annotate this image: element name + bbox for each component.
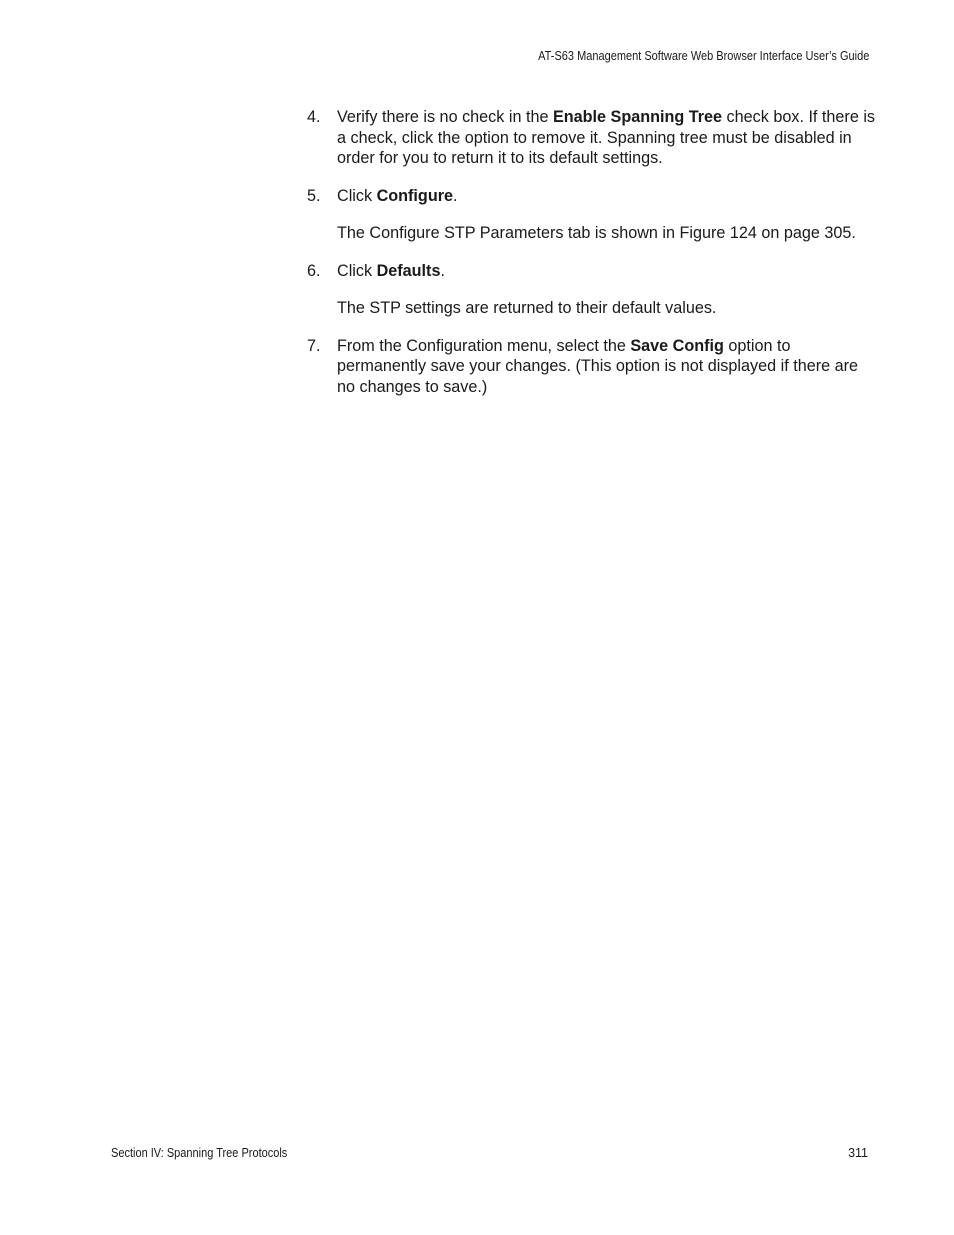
step-7 [307,336,877,398]
step-6 [307,261,877,282]
page-number: 311 [848,1146,868,1160]
step-number: 6. [307,261,321,280]
step-bold-term: Defaults [376,261,441,280]
step-text: Verify there is no check in the [337,108,553,126]
step-text: . [440,261,445,280]
step-number: 7. [307,336,321,355]
step-text: Click [337,186,377,205]
step-6-note: The STP settings are returned to their default values. [337,299,717,317]
step-number: 4. [307,108,321,126]
step-bold-term: Enable Spanning Tree [552,108,723,126]
step-bold-term: Configure [376,186,454,205]
step-text: From the Configuration menu, select the [337,336,631,355]
step-5-note: The Configure STP Parameters tab is shown in Figure 124 on page 305. [337,224,856,242]
step-bold-term: Save Config [630,336,724,355]
step-number: 5. [307,186,321,205]
step-text: option to permanently save your changes. (This option is not displayed if there are no changes to save.) [337,336,858,396]
step-5 [307,186,877,207]
running-header: AT-S63 Management Software Web Browser Interface User’s Guide [537,49,869,63]
instruction-list [307,107,877,397]
step-4 [307,107,877,169]
step-text: check box. If there is a check, click the option to remove it. Spanning tree must be disabled in order for you to return it to its default settings. [337,108,876,167]
step-text: Click [337,261,377,280]
step-text: . [453,186,458,205]
footer-section-title: Section IV: Spanning Tree Protocols [111,1146,288,1160]
